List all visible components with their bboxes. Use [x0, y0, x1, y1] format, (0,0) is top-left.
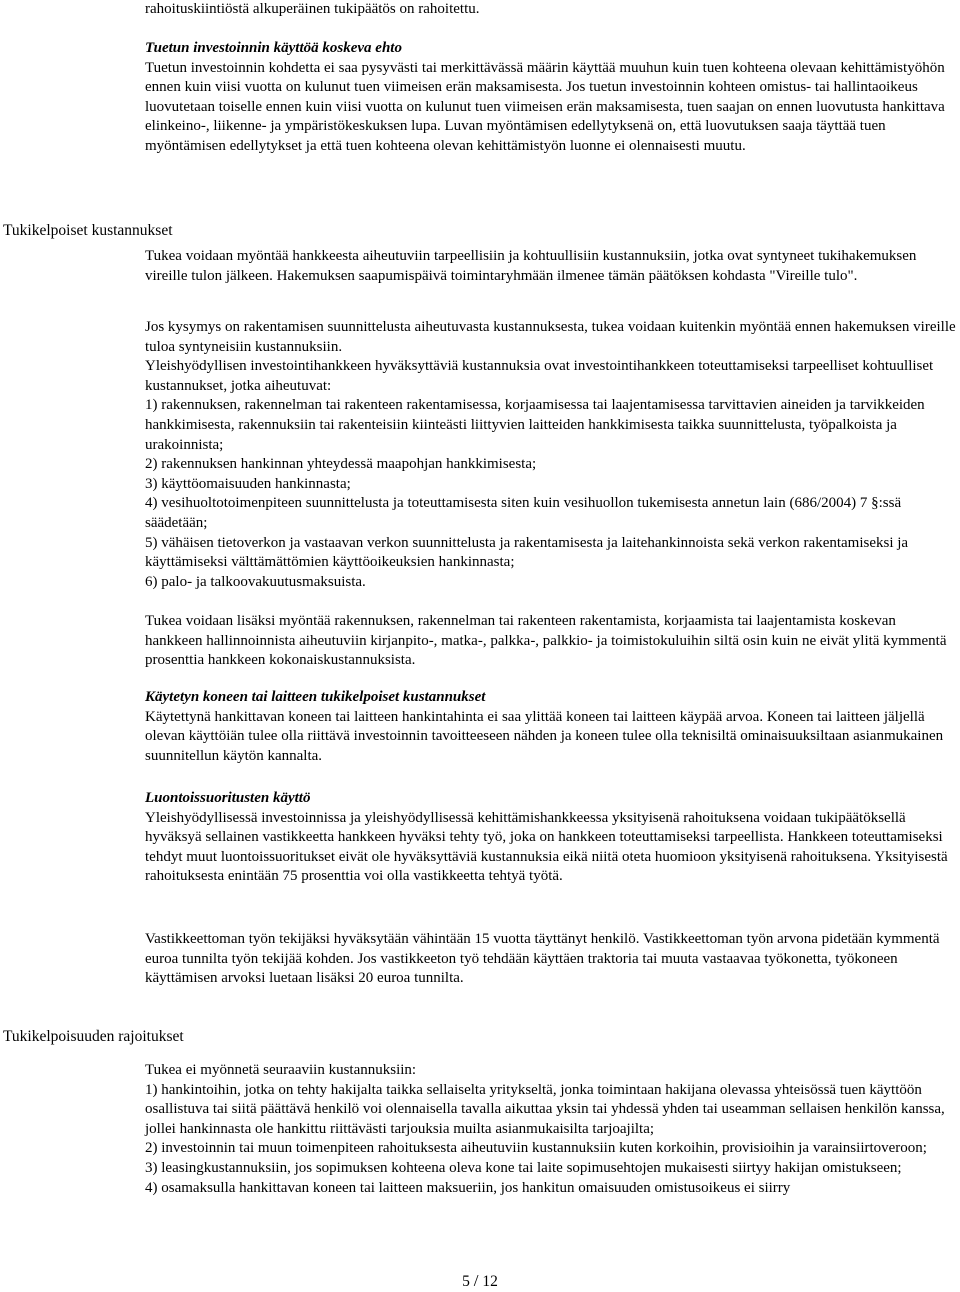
side-heading-limitations: Tukikelpoisuuden rajoitukset: [3, 1028, 184, 1045]
usage-condition-heading: Tuetun investoinnin käyttöä koskeva ehto: [145, 40, 402, 56]
total-pages: 12: [482, 1273, 498, 1290]
in-kind-paragraph-2: Vastikkeettoman työn tekijäksi hyväksytään vähintään 15 vuotta täyttänyt henkilö. Vastikkeettoman työn arvona pidetään kymmentä euroa tunnilta työn tekijää kohden. Jos vastikkeeton työ tehdään käyttäen traktoria tai muuta vastaavaa työkonetta, työkoneen käyttämisen arvoksi luetaan lisäksi 20 euroa tunnilta.: [145, 931, 940, 987]
eligible-costs-line-4: 3) käyttöomaisuuden hankinnasta;: [145, 475, 351, 492]
admin-costs-block: [145, 612, 957, 671]
eligible-costs-intro: [145, 247, 957, 286]
in-kind-paragraph-1: Yleishyödyllisessä investoinnissa ja yleishyödyllisessä kehittämishankkeessa yksityisenä rahoituksena voidaan tukipäätöksellä hyväksyä sellainen vastikkeetta hankkeen hyväksi tehty työ, joka on hankkeen toteuttamiseksi tarpeellista. Hankkeen toteuttamiseksi tehdyt muut luontoissuoritukset eivät ole hyväksyttäviä kustannuksia eikä niitä oteta huomioon yksityisenä rahoituksena. Yksityisestä rahoituksesta enintään 75 prosenttia voi olla vastikkeetta tehtyä työtä.: [145, 809, 948, 885]
limitations-line-0: Tukea ei myönnetä seuraaviin kustannuksiin:: [145, 1062, 417, 1078]
usage-condition-paragraph: Tuetun investoinnin kohdetta ei saa pysyvästi tai merkittävässä määrin käyttää muuhun kuin tuen kohteena olevaan kehittämistyöhön ennen kuin viisi vuotta on kulunut tuen viimeisen erän maksamisesta. Jos tuetun investoinnin kohteen omistus- tai hallintaoikeus luovutetaan toiselle ennen kuin viisi vuotta on kulunut tuen viimeisen erän maksamisesta, tuen saajan on ennen luovutusta hankittava elinkeino-, liikenne- ja ympäristökeskuksen lupa. Luvan myöntämisen edellytyksenä on, että luovutuksen saaja täyttää tuen myöntämisen edellytykset ja että tuen kohteena olevan kehittämistyön luonne ei olennaisesti muutu.: [145, 59, 945, 154]
in-kind-block-2: [145, 930, 957, 989]
eligible-costs-line-5: 4) vesihuoltotoimenpiteen suunnittelusta ja toteuttamisesta siten kuin vesihuollon tukemisesta annetun lain (686/2004) 7 §:ssä säädetään;: [145, 495, 902, 531]
in-kind-heading: Luontoissuoritusten käyttö: [145, 790, 311, 806]
limitations-line-2: 2) investoinnin tai muun toimenpiteen rahoituksesta aiheutuviin kustannuksiin kuten korkoihin, provisioihin ja varainsiirtoveroon;: [145, 1140, 927, 1157]
limitations-line-3: 3) leasingkustannuksiin, jos sopimuksen kohteena oleva kone tai laite sopimusehtojen mukaisesti siirtyy hakijan omistukseen;: [145, 1159, 902, 1176]
usage-condition-block: [145, 39, 957, 157]
limitations-line-4: 4) osamaksulla hankittavan koneen tai laitteen maksueriin, jos hankitun omaisuuden omistusoikeus ei siirry: [145, 1179, 791, 1196]
eligible-costs-line-3: 2) rakennuksen hankinnan yhteydessä maapohjan hankkimisesta;: [145, 456, 537, 473]
eligible-costs-paragraph-1: Tukea voidaan myöntää hankkeesta aiheutuviin tarpeellisiin ja kohtuullisiin kustannuksiin, jotka ovat syntyneet tukihakemuksen vireille tulon jälkeen. Hakemuksen saapumispäivä toimintaryhmään ilmenee tämän päätöksen kohdasta "Vireille tulo".: [145, 248, 917, 284]
limitations-line-1: 1) hankintoihin, jotka on tehty hakijalta taikka sellaiselta yritykseltä, jonka toimintaan hakijana olevassa yhteisössä tuen käyttöön osallistuva tai siitä päättävä henkilö voi olennaisella tavalla aikuttaa yksin tai yhdessä yhden tai useamman sellaisen henkilön kanssa, jollei hankinnasta ole hankittu riittävästi tarjouksia muilta asianmukaisilta tarjoajilta;: [145, 1081, 945, 1137]
page-separator: /: [473, 1271, 479, 1290]
limitations-block: [145, 1061, 957, 1198]
eligible-costs-line-7: 6) palo- ja talkoovakuutusmaksuista.: [145, 573, 366, 590]
used-machine-heading: Käytetyn koneen tai laitteen tukikelpoiset kustannukset: [145, 689, 486, 705]
top-block: [145, 0, 957, 20]
eligible-costs-line-6: 5) vähäisen tietoverkon ja vastaavan verkon suunnittelusta ja rakentamisesta ja laitehankinnoista sekä verkon rakentamiseksi ja käyttämiseksi välttämättömien käyttöoikeuksien hankinnasta;: [145, 534, 909, 571]
page-number: [0, 1271, 960, 1292]
eligible-costs-line-1: Yleishyödyllisen investointihankkeen hyväksyttäviä kustannuksia ovat investointihankkeen toteuttamiseksi tarpeelliset kohtuulliset kustannukset, jotka aiheutuvat:: [145, 358, 934, 394]
used-machine-block: [145, 688, 957, 766]
eligible-costs-line-2: 1) rakennuksen, rakennelman tai rakenteen rakentamisessa, korjaamisessa tai laajentamisessa tarvittavien aineiden ja tarvikkeiden hankkimisesta, rakennuksiin tai rakenteisiin kiinteästi liittyvien laitteiden hankkimisesta taikka suunnittelusta, työpalkoista ja urakoinnista;: [145, 397, 925, 453]
current-page: 5: [462, 1273, 470, 1290]
used-machine-paragraph: Käytettynä hankittavan koneen tai laitteen hankintahinta ei saa ylittää koneen tai laitteen käypää arvoa. Koneen tai laitteen jäljellä olevan käyttöiän tulee olla riittävä investoinnin tavoitteeseen nähden ja koneen tulee olla teknisiltä ominaisuuksiltaan asianmukainen suunnitellun käytön kannalta.: [145, 708, 944, 764]
eligible-costs-list-block: [145, 318, 957, 592]
intro-line: rahoituskiintiöstä alkuperäinen tukipäätös on rahoitettu.: [145, 1, 480, 17]
eligible-costs-line-0: Jos kysymys on rakentamisen suunnittelusta aiheutuvasta kustannuksesta, tukea voidaan kuitenkin myöntää ennen hakemuksen vireille tuloa syntyneisiin kustannuksiin.: [145, 319, 956, 355]
in-kind-block: [145, 789, 957, 887]
admin-costs-paragraph: Tukea voidaan lisäksi myöntää rakennuksen, rakennelman tai rakenteen rakentamista, korjaamista tai laajentamista koskevan hankkeen hallinnoinnista aiheutuviin kirjanpito-, matka-, palkka-, palkkio- ja toimistokuluihin siltä osin kuin ne eivät ylitä kymmentä prosenttia hankkeen kokonaiskustannuksista.: [145, 613, 947, 669]
side-heading-eligible-costs: Tukikelpoiset kustannukset: [3, 222, 173, 239]
